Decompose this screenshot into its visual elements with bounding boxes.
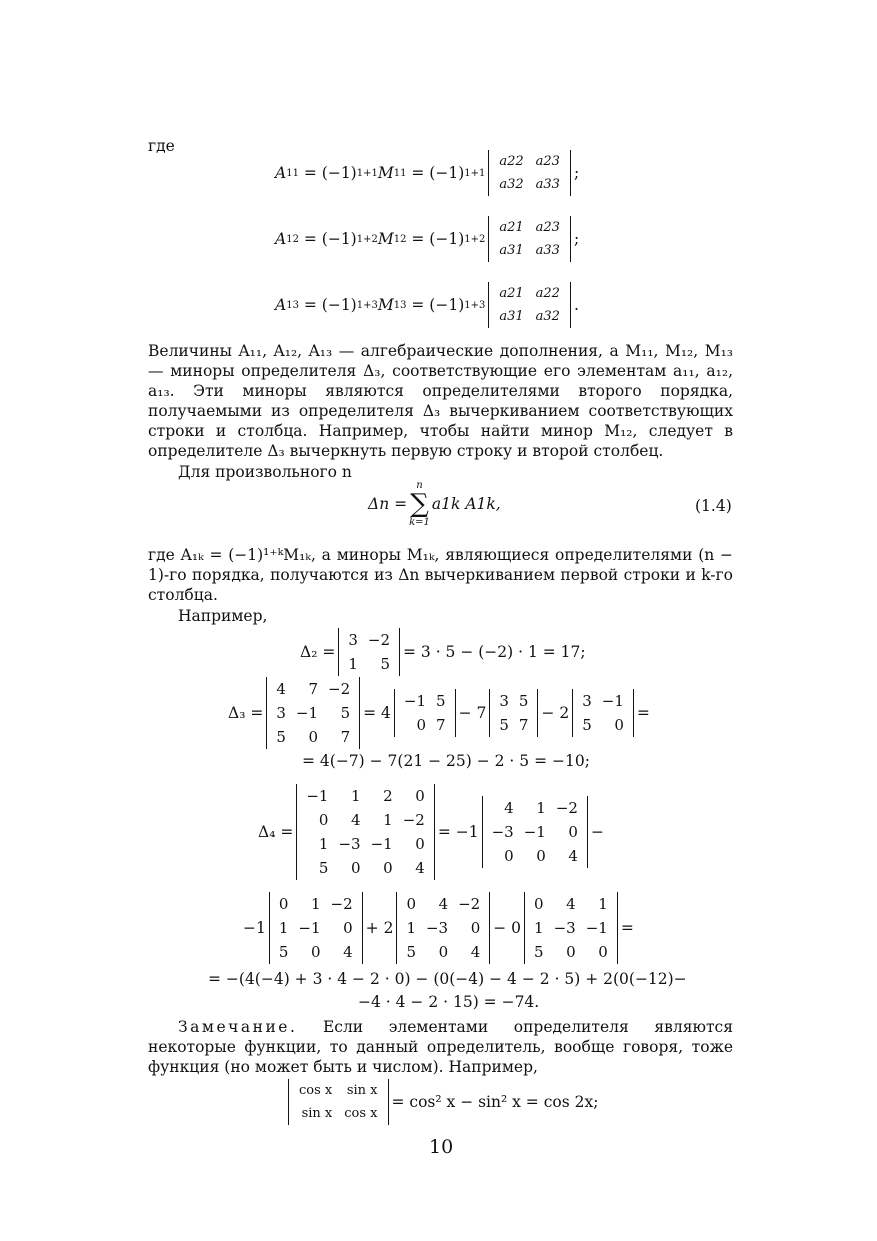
det-cell: 0 [310, 943, 321, 961]
det-cell: 4 [343, 943, 353, 961]
trig-determinant-equation [285, 1079, 598, 1125]
det-cell: −1 [295, 704, 318, 722]
page-number: 10 [429, 1136, 454, 1158]
paragraph-cofactors [148, 341, 733, 461]
det-cell: a31 [499, 243, 524, 258]
det-cell: a33 [535, 177, 560, 192]
det-cell: sin x [301, 1106, 333, 1121]
delta3-lhs: Δ₃ = [228, 704, 264, 722]
det-cell: 0 [415, 835, 425, 853]
cofactor-line-3: A 13 = (−1) 1+3 M 13 = (−1) 1+3 a21 a22 a31 a32 . [275, 282, 579, 328]
det-cell: 1 [351, 787, 361, 805]
det-cell: 3 [582, 692, 592, 710]
det-cell: 0 [406, 895, 416, 913]
det-cell: 0 [536, 847, 546, 865]
det-cell: 4 [415, 859, 425, 877]
det-cell: 5 [406, 943, 416, 961]
det-cell: 7 [436, 716, 446, 734]
det-cell: 0 [308, 728, 318, 746]
det-cell: 1 [310, 895, 321, 913]
coefficient: − 0 [493, 919, 522, 937]
det-cell: −2 [458, 895, 481, 913]
coefficient: = 4 [363, 704, 391, 722]
coefficient: − 7 [458, 704, 487, 722]
remark-paragraph [148, 1017, 733, 1077]
delta2-rhs: = 3 · 5 − (−2) · 1 = 17; [403, 643, 586, 661]
det-cell: 7 [308, 680, 318, 698]
punctuation: ; [573, 230, 580, 248]
det-cell: 4 [568, 847, 578, 865]
coefficient: + 2 [365, 919, 394, 937]
sign-exponent: 1+3 [356, 299, 378, 311]
det-cell: a23 [535, 220, 560, 235]
det-cell: 0 [278, 895, 289, 913]
det-cell: 0 [416, 716, 427, 734]
delta2-determinant [338, 628, 400, 676]
det-cell: 5 [340, 704, 351, 722]
det-cell: 4 [438, 895, 449, 913]
det-cell: 1 [598, 895, 608, 913]
coefficient: = −1 [437, 823, 479, 841]
det-cell: 5 [318, 859, 329, 877]
det-cell: 5 [518, 692, 529, 710]
det-cell: −1 [298, 919, 321, 937]
paragraph-text: где A₁ₖ = (−1)¹⁺ᵏM₁ₖ, а миноры M₁ₖ, являющиеся определителями (n − 1)-го порядка, получаются из Δn вычеркиванием первой строки и k-го столбца. [148, 546, 733, 604]
sign-exponent-2: 1+3 [464, 299, 486, 311]
det-cell: 5 [499, 716, 509, 734]
det-cell: −1 [585, 919, 608, 937]
det-cell: a22 [499, 154, 524, 169]
det-cell: 5 [436, 692, 446, 710]
minor-determinant-3 [488, 282, 571, 328]
det-cell: a31 [499, 309, 524, 324]
det-cell: 0 [470, 919, 481, 937]
det-cell: −2 [402, 811, 425, 829]
delta2-equation [300, 628, 586, 676]
sum-lower-limit: k=1 [409, 517, 430, 528]
delta3-result: = 4(−7) − 7(21 − 25) − 2 · 5 = −10; [302, 752, 590, 770]
det-cell: 1 [536, 799, 546, 817]
det-cell: 0 [318, 811, 329, 829]
det-cell: 0 [566, 943, 576, 961]
det-cell: 0 [351, 859, 361, 877]
minor-index: 13 [393, 299, 407, 311]
det-cell: −3 [491, 823, 514, 841]
det-cell: 0 [598, 943, 608, 961]
det-cell: 5 [380, 655, 390, 673]
det-cell: −1 [370, 835, 393, 853]
delta3-minor-1 [394, 689, 456, 737]
det-cell: 1 [406, 919, 416, 937]
punctuation: ; [573, 164, 580, 182]
det-cell: a32 [535, 309, 560, 324]
det-cell: 1 [318, 835, 329, 853]
cofactor-symbol: A [275, 164, 287, 182]
det-cell: −2 [555, 799, 578, 817]
sign-exponent: 1+2 [356, 233, 378, 245]
det-cell: 4 [276, 680, 286, 698]
det-cell: a22 [535, 286, 560, 301]
det-cell: −3 [338, 835, 361, 853]
det-cell: 4 [566, 895, 576, 913]
paragraph-minors [148, 545, 733, 605]
sign-exponent-2: 1+2 [464, 233, 486, 245]
sign-exponent: 1+1 [356, 167, 378, 179]
det-cell: 2 [383, 787, 393, 805]
sign-exponent-2: 1+1 [464, 167, 486, 179]
minor-determinant-1 [488, 150, 571, 196]
minus-sign: − [590, 823, 604, 841]
det-cell: 4 [504, 799, 514, 817]
cofactor-index: 11 [286, 167, 299, 179]
delta4-equation [258, 784, 604, 880]
det-cell: 0 [343, 919, 353, 937]
det-cell: cos x [344, 1106, 378, 1121]
det-cell: 7 [340, 728, 351, 746]
delta3-minor-3 [572, 689, 634, 737]
equals-sign: = [636, 704, 650, 722]
det-cell: sin x [346, 1083, 378, 1098]
coefficient: − 2 [541, 704, 570, 722]
det-cell: −1 [523, 823, 546, 841]
det-cell: 0 [614, 716, 624, 734]
cofactor-symbol: A [275, 296, 287, 314]
remark-label: Замечание. [178, 1018, 298, 1036]
det-cell: 0 [568, 823, 578, 841]
delta4-determinant [296, 784, 435, 880]
cofactor-line-1: A 11 = (−1) 1+1 M 11 = (−1) 1+1 a22 a23 a32 a33 ; [275, 150, 579, 196]
det-cell: 3 [499, 692, 509, 710]
cofactor-line-2: A 12 = (−1) 1+2 M 12 = (−1) 1+2 a21 a23 a31 a33 ; [275, 216, 579, 262]
det-cell: 3 [348, 631, 358, 649]
det-cell: −3 [425, 919, 449, 937]
cofactor-symbol: A [275, 230, 287, 248]
delta4-minor-4 [524, 892, 618, 964]
minor-index: 12 [393, 233, 407, 245]
equals-sign: = [620, 919, 634, 937]
det-cell: −2 [328, 680, 351, 698]
det-cell: 5 [534, 943, 544, 961]
det-cell: 5 [276, 728, 286, 746]
trig-rhs: = cos² x − sin² x = cos 2x; [391, 1093, 599, 1111]
minor-determinant-2 [488, 216, 571, 262]
det-cell: 5 [582, 716, 592, 734]
delta4-minor-2 [269, 892, 363, 964]
det-cell: 7 [518, 716, 529, 734]
det-cell: 1 [534, 919, 544, 937]
delta4-minor-3 [396, 892, 490, 964]
det-cell: −1 [403, 692, 427, 710]
det-cell: −1 [601, 692, 624, 710]
det-cell: −3 [553, 919, 576, 937]
det-cell: a23 [535, 154, 560, 169]
delta4-minor-1 [482, 796, 588, 868]
coefficient: −1 [243, 919, 266, 937]
det-cell: 4 [470, 943, 481, 961]
formula-lhs: Δn = [368, 495, 408, 513]
delta3-minor-2 [489, 689, 538, 737]
intro-word: где [148, 137, 175, 155]
paragraph-example: Например, [178, 607, 268, 625]
paragraph-text: Величины A₁₁, A₁₂, A₁₃ — алгебраические дополнения, а M₁₁, M₁₂, M₁₃ — миноры определителя Δ₃, соответствующие его элементам a₁₁, a₁₂, a₁₃. Эти миноры являются определителями второго порядка, получаемыми из определителя Δ₃ вычеркиванием соответствующих строки и столбца. Например, чтобы найти минор M₁₂, следует в определителе Δ₃ вычеркнуть первую строку и второй столбец. [148, 342, 733, 460]
det-cell: 5 [278, 943, 289, 961]
cofactor-index: 12 [286, 233, 299, 245]
det-cell: 0 [415, 787, 425, 805]
formula-1-4 [368, 480, 501, 528]
det-cell: 0 [383, 859, 393, 877]
formula-rhs: a1k A1k, [431, 495, 501, 513]
det-cell: −2 [330, 895, 353, 913]
det-cell: 0 [504, 847, 514, 865]
summation-sign: n ∑ k=1 [409, 480, 430, 528]
delta4-expansion-line [243, 892, 634, 964]
det-cell: a21 [499, 220, 524, 235]
equation-number: (1.4) [695, 497, 732, 515]
det-cell: 0 [534, 895, 544, 913]
delta3-equation [228, 677, 650, 749]
trig-determinant [288, 1079, 389, 1125]
remark-text: Если элементами определителя являются некоторые функции, то данный определитель, вообще говоря, тоже функция (но может быть и числом). Например, [148, 1018, 733, 1076]
det-cell: a32 [499, 177, 524, 192]
punctuation: . [573, 296, 579, 314]
delta4-lhs: Δ₄ = [258, 823, 294, 841]
det-cell: a33 [535, 243, 560, 258]
minor-index: 11 [393, 167, 407, 179]
det-cell: 0 [438, 943, 449, 961]
cofactor-index: 13 [286, 299, 299, 311]
sum-upper-limit: n [416, 480, 423, 491]
det-cell: −2 [367, 631, 390, 649]
paragraph-arbitrary-n: Для произвольного n [178, 463, 352, 481]
det-cell: 1 [278, 919, 289, 937]
det-cell: a21 [499, 286, 524, 301]
delta4-computation-line: = −(4(−4) + 3 · 4 − 2 · 0) − (0(−4) − 4 − 2 · 5) + 2(0(−12)− [208, 970, 687, 988]
det-cell: 1 [348, 655, 358, 673]
det-cell: 3 [276, 704, 286, 722]
delta3-determinant [266, 677, 360, 749]
delta2-lhs: Δ₂ = [300, 643, 336, 661]
det-cell: −1 [306, 787, 329, 805]
det-cell: 1 [383, 811, 393, 829]
det-cell: 4 [351, 811, 361, 829]
det-cell: cos x [299, 1083, 333, 1098]
delta4-result: −4 · 4 − 2 · 15) = −74. [358, 993, 540, 1011]
